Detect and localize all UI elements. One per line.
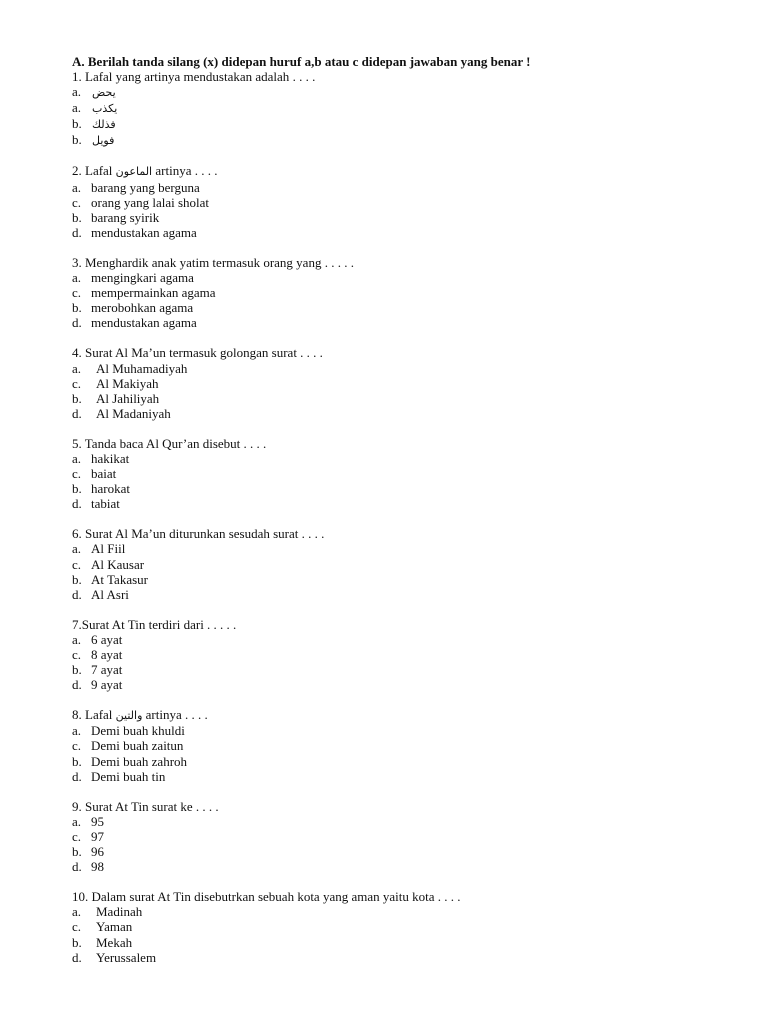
- answer-option: [72, 496, 712, 511]
- answer-option: [72, 919, 712, 934]
- worksheet-page: [72, 54, 712, 980]
- question-prefix: 7.Surat At Tin terdiri dari . . . . .: [72, 616, 237, 632]
- option-letter: d.: [72, 224, 82, 240]
- question-text: [72, 617, 712, 632]
- question-prefix: 2. Lafal: [72, 163, 116, 179]
- option-text: Demi buah zahroh: [91, 753, 188, 769]
- answer-option: [72, 391, 712, 406]
- option-letter: b.: [72, 571, 82, 587]
- option-letter: d.: [72, 586, 82, 602]
- option-text: 9 ayat: [91, 677, 123, 693]
- option-letter: c.: [72, 556, 82, 572]
- question-4: [72, 345, 712, 420]
- option-letter: b.: [72, 132, 82, 148]
- option-text: Demi buah khuldi: [91, 723, 185, 739]
- question-10: [72, 889, 712, 964]
- answer-option: [72, 451, 712, 466]
- question-prefix: 6. Surat Al Ma’un diturunkan sesudah surat . . . .: [72, 526, 325, 542]
- option-text: فويل: [92, 134, 115, 148]
- option-letter: d.: [72, 405, 82, 421]
- question-7: [72, 617, 712, 692]
- option-letter: d.: [72, 949, 82, 965]
- answer-option: [72, 100, 712, 116]
- option-letter: a.: [72, 179, 82, 195]
- option-text: Al Madaniyah: [96, 405, 171, 421]
- answer-option: [72, 285, 712, 300]
- option-text: Al Fiil: [91, 541, 126, 557]
- answer-option: [72, 361, 712, 376]
- answer-option: [72, 738, 712, 753]
- answer-option: [72, 541, 712, 556]
- answer-option: [72, 195, 712, 210]
- question-suffix: artinya . . . .: [152, 163, 218, 179]
- answer-option: [72, 859, 712, 874]
- option-text: 8 ayat: [91, 647, 123, 662]
- option-letter: c.: [72, 375, 82, 391]
- option-letter: a.: [72, 541, 82, 557]
- option-letter: b.: [72, 844, 82, 860]
- option-text: 96: [91, 844, 104, 860]
- answer-option: [72, 572, 712, 587]
- option-letter: b.: [72, 300, 82, 316]
- answer-option: [72, 210, 712, 225]
- option-text: يحض: [92, 86, 116, 100]
- question-prefix: 8. Lafal: [72, 707, 116, 723]
- option-text: At Takasur: [91, 571, 148, 587]
- answer-option: [72, 466, 712, 481]
- option-text: harokat: [91, 481, 130, 497]
- answer-option: [72, 904, 712, 919]
- option-letter: d.: [72, 496, 82, 512]
- answer-option: [72, 950, 712, 965]
- answer-option: [72, 270, 712, 285]
- question-text: [72, 436, 712, 451]
- option-letter: a.: [72, 360, 82, 376]
- option-letter: c.: [72, 919, 82, 935]
- option-letter: b.: [72, 116, 82, 132]
- question-prefix: 5. Tanda baca Al Qur’an disebut . . . .: [72, 435, 267, 451]
- option-letter: b.: [72, 390, 82, 406]
- option-letter: c.: [72, 647, 82, 662]
- answer-option: [72, 814, 712, 829]
- option-text: tabiat: [91, 496, 120, 512]
- answer-option: [72, 116, 712, 132]
- question-9: [72, 799, 712, 874]
- option-letter: c.: [72, 828, 82, 844]
- answer-option: [72, 647, 712, 662]
- option-text: Al Kausar: [91, 556, 145, 572]
- option-text: barang yang berguna: [91, 179, 200, 195]
- option-text: Madinah: [96, 904, 143, 920]
- option-text: 7 ayat: [91, 662, 123, 678]
- option-letter: c.: [72, 194, 82, 210]
- question-text: [72, 163, 712, 179]
- answer-option: [72, 677, 712, 692]
- option-letter: a.: [72, 813, 82, 829]
- option-text: Al Jahiliyah: [96, 390, 160, 406]
- question-suffix: artinya . . . .: [142, 707, 208, 723]
- option-text: Demi buah tin: [91, 768, 166, 784]
- answer-option: [72, 315, 712, 330]
- answer-option: [72, 300, 712, 315]
- answer-option: [72, 754, 712, 769]
- option-text: mengingkari agama: [91, 270, 194, 286]
- question-text: [72, 799, 712, 814]
- answer-option: [72, 481, 712, 496]
- option-letter: b.: [72, 662, 82, 678]
- question-prefix: 4. Surat Al Ma’un termasuk golongan surat . . . .: [72, 345, 323, 361]
- question-prefix: 10. Dalam surat At Tin disebutrkan sebuah kota yang aman yaitu kota . . . .: [72, 889, 461, 905]
- option-letter: a.: [72, 904, 82, 920]
- option-text: 6 ayat: [91, 631, 123, 647]
- option-text: 98: [91, 859, 104, 875]
- question-1: [72, 69, 712, 148]
- option-letter: a.: [72, 84, 82, 100]
- question-text: [72, 707, 712, 723]
- instruction-heading: A. Berilah tanda silang (x) didepan huruf a,b atau c didepan jawaban yang benar !: [72, 54, 531, 69]
- answer-option: [72, 844, 712, 859]
- answer-option: [72, 723, 712, 738]
- option-letter: b.: [72, 209, 82, 225]
- question-6: [72, 526, 712, 601]
- answer-option: [72, 84, 712, 100]
- question-2: [72, 163, 712, 239]
- answer-option: [72, 829, 712, 844]
- option-letter: c.: [72, 285, 82, 301]
- option-letter: a.: [72, 723, 82, 739]
- question-8: [72, 707, 712, 783]
- option-letter: d.: [72, 859, 82, 875]
- question-arabic-term: والتين: [115, 709, 143, 723]
- option-letter: d.: [72, 315, 82, 331]
- option-text: Yaman: [96, 919, 133, 935]
- question-prefix: 3. Menghardik anak yatim termasuk orang yang . . . . .: [72, 254, 354, 270]
- question-list: [72, 69, 712, 965]
- option-text: orang yang lalai sholat: [91, 194, 210, 210]
- question-prefix: 1. Lafal yang artinya mendustakan adalah: [72, 69, 290, 84]
- answer-option: [72, 225, 712, 240]
- option-letter: d.: [72, 677, 82, 693]
- answer-option: [72, 557, 712, 572]
- option-text: Demi buah zaitun: [91, 738, 184, 754]
- option-letter: b.: [72, 753, 82, 769]
- option-letter: c.: [72, 738, 82, 754]
- question-text: [72, 255, 712, 270]
- question-text: [72, 889, 712, 904]
- option-text: Al Muhamadiyah: [96, 360, 188, 376]
- option-text: baiat: [91, 466, 117, 482]
- option-text: mendustakan agama: [91, 315, 197, 331]
- option-text: 95: [91, 813, 104, 829]
- answer-option: [72, 587, 712, 602]
- option-letter: a.: [72, 100, 82, 116]
- option-letter: a.: [72, 631, 82, 647]
- option-text: 97: [91, 828, 104, 844]
- question-5: [72, 436, 712, 511]
- answer-option: [72, 406, 712, 421]
- option-text: Al Makiyah: [96, 375, 159, 391]
- option-text: Al Asri: [91, 586, 129, 602]
- option-text: merobohkan agama: [91, 300, 194, 316]
- option-letter: a.: [72, 270, 82, 286]
- answer-option: [72, 935, 712, 950]
- question-text: [72, 526, 712, 541]
- option-text: يكذب: [92, 102, 118, 116]
- question-text: [72, 69, 712, 84]
- question-arabic-term: الماعون: [115, 165, 153, 179]
- option-text: barang syirik: [91, 209, 160, 225]
- option-text: Mekah: [96, 934, 133, 950]
- answer-option: [72, 180, 712, 195]
- option-letter: a.: [72, 450, 82, 466]
- question-3: [72, 255, 712, 330]
- answer-option: [72, 632, 712, 647]
- answer-option: [72, 769, 712, 784]
- option-letter: b.: [72, 481, 82, 497]
- option-text: mempermainkan agama: [91, 285, 216, 301]
- question-text: [72, 345, 712, 360]
- option-text: Yerussalem: [96, 949, 157, 965]
- option-letter: d.: [72, 768, 82, 784]
- question-prefix: 9. Surat At Tin surat ke . . . .: [72, 798, 219, 814]
- option-text: فذلك: [92, 118, 116, 132]
- option-letter: b.: [72, 934, 82, 950]
- question-suffix: . . . .: [289, 69, 316, 84]
- answer-option: [72, 376, 712, 391]
- option-text: mendustakan agama: [91, 224, 197, 240]
- option-text: hakikat: [91, 450, 130, 466]
- option-letter: c.: [72, 466, 82, 482]
- answer-option: [72, 662, 712, 677]
- answer-option: [72, 132, 712, 148]
